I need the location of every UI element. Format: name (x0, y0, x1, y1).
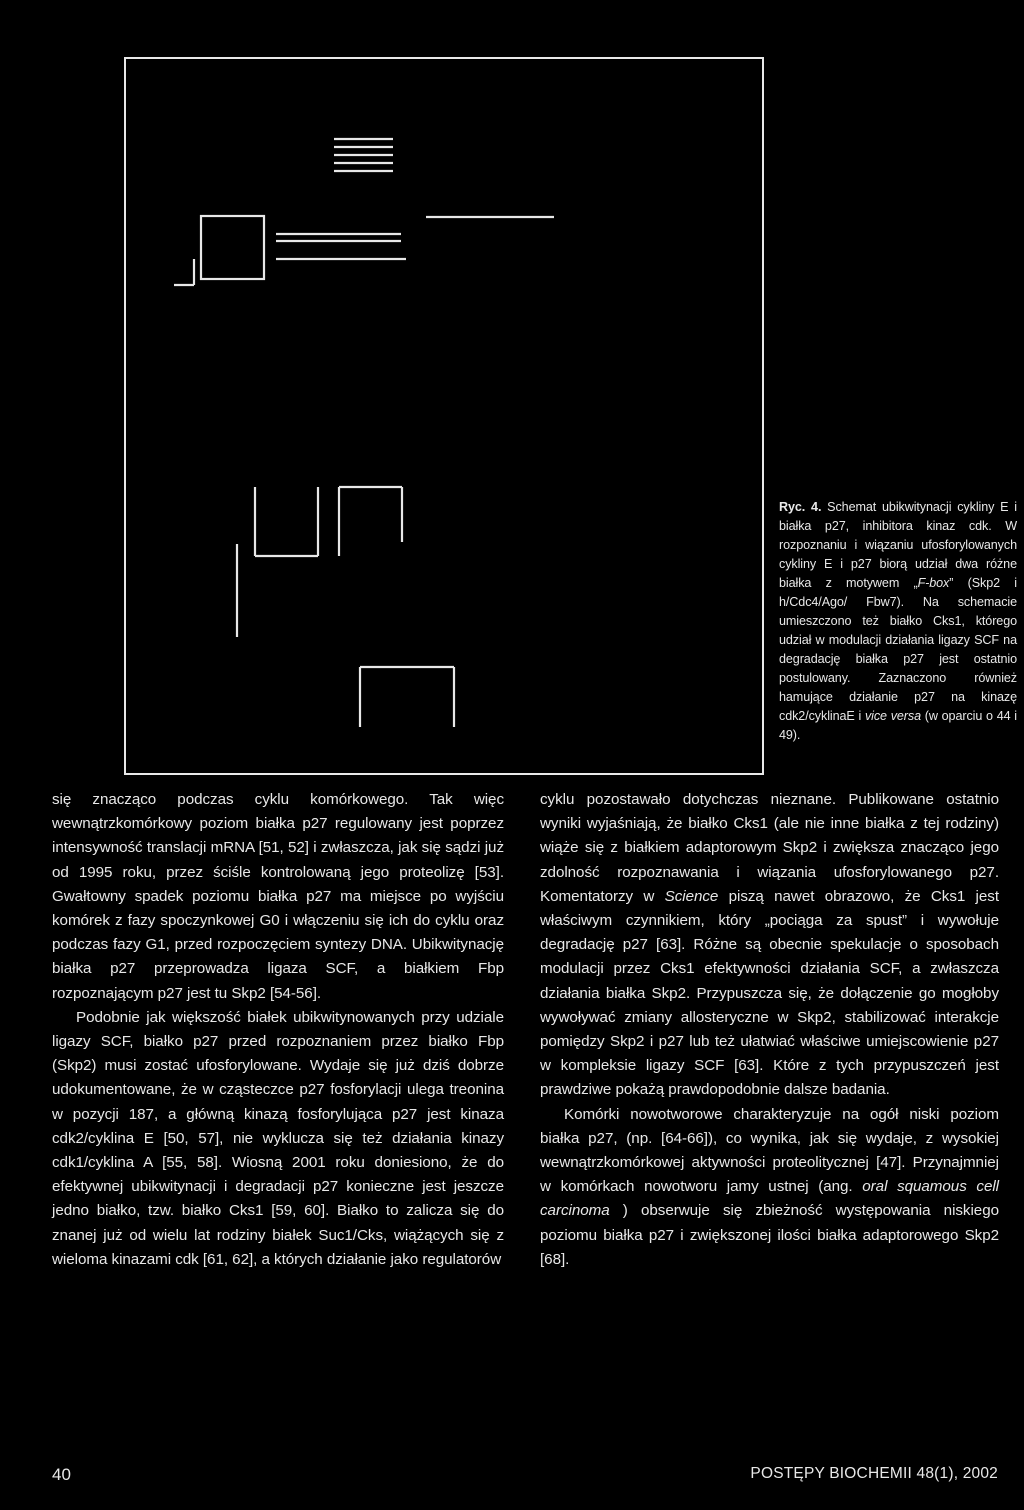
caption-text-2: ” (Skp2 i h/Cdc4/Ago/ Fbw7). Na schemacie umieszczono też białko Cks1, którego udział w modulacji działania ligazy SCF na degradację białka p27 jest ostatnio postulowany. Zaznaczono również hamujące działanie p27 na kinazę cdk2/cyklinaE i (779, 576, 1017, 723)
paragraph (540, 1103, 999, 1272)
caption-motif: F-box (917, 576, 950, 590)
paragraph-text: cyklu pozostawało dotychczas nieznane. Publikowane ostatnio wyniki wyjaśniają, że białko Cks1 (ale nie inne białka z tej rodziny) wiąże się z białkiem adaptorowym Skp2 i zwiększa znacząco jego zdolność rozpoznawania i wiązania ufosforylowanego p27. Komentatorzy w (540, 791, 999, 905)
caption-text-3: (w oparciu o 44 i 49). (779, 709, 1017, 742)
page-footer (0, 1465, 1024, 1495)
figure-schematic (126, 59, 766, 777)
figure-ryc-4 (124, 57, 764, 775)
paragraph (540, 788, 999, 1103)
right-column (540, 788, 999, 1272)
paragraph: Podobnie jak większość białek ubikwitynowanych przy udziale ligazy SCF, białko p27 przed rozpoznaniem przez białko Fbp (Skp2) musi zostać ufosforylowane. Wydaje się już dziś dobrze udokumentowane, że w cząsteczce p27 fosforylacji ulega treonina w pozycji 187, a główną kinazą fosforylująca p27 jest kinaza cdk2/cyklina E [50, 57], nie wyklucza się też działania kinazy cdk1/cyklina A [55, 58]. Wiosną 2001 roku doniesiono, że do efektywnej ubikwitynacji i degradacji p27 konieczne jest jeszcze jedno białko, tzw. białko Cks1 [59, 60]. Białko to zalicza się do znanej już od wielu lat rodziny białek Suc1/Cks, wiążących się z wieloma kinazami cdk [61, 62], a których działanie jako regulatorów (52, 1008, 504, 1268)
caption-text-1: Schemat ubikwitynacji cykliny E i białka p27, inhibitora kinaz cdk. W rozpoznaniu i wiązaniu ufosforylowanych cykliny E i p27 biorą udział dwa różne białka z motywem „ (779, 500, 1017, 590)
term-oscc: oral squamous cell carcinoma (540, 1178, 1000, 1220)
paragraph-text: Komórki nowotworowe charakteryzuje na ogół niski poziom białka p27, (np. [64-66]), co wynika, jak się wydaje, z wysokiej wewnątrzkomórkowej aktywności proteolitycznej [47]. Przynajmniej w komórkach nowotworu jamy ustnej (ang. (540, 1105, 999, 1196)
schematic-box (201, 216, 264, 279)
paragraph-text: piszą nawet obrazowo, że Cks1 jest właściwym czynnikiem, który „pociąga za spust” i wywołuje degradację p27 [63]. Różne są obecnie spekulacje o sposobach modulacji przez Cks1 efektywności działania SCF, a zwłaszcza działania białka Skp2. Przypuszcza się, że dołączenie go mogłoby wywoływać zmiany allosteryczne w Skp2, stabilizować interakcje pomiędzy Skp2 i p27 lub też ułatwiać właściwe umiejscowienie p27 w kompleksie ligazy SCF [63]. Które z tych przypuszczeń jest prawdziwe pokażą prawdopodobnie dalsze badania. (540, 887, 999, 1099)
journal-title: POSTĘPY BIOCHEMII 48(1), 2002 (750, 1465, 998, 1482)
figure-caption (779, 498, 1017, 745)
caption-vice-versa: vice versa (864, 709, 922, 723)
caption-label: Ryc. 4. (779, 500, 822, 514)
journal-name-science: Science (664, 887, 719, 905)
paragraph: się znacząco podczas cyklu komórkowego. Tak więc wewnątrzkomórkowy poziom białka p27 regulowany jest poprzez intensywność translacji mRNA [51, 52] i zwłaszcza, jak się sądzi już od 1995 roku, przez ściśle kontrolowaną jego proteolizę [53]. Gwałtowny spadek poziomu białka p27 ma miejsce po wyjściu komórek z fazy spoczynkowej G0 i włączeniu się ich do cyklu oraz podczas fazy G1, przed rozpoczęciem syntezy DNA. Ubikwitynację białka p27 przeprowadza ligaza SCF, a białkiem Fbp rozpoznającym p27 jest tu Skp2 [54-56]. (52, 791, 504, 1002)
left-column (52, 788, 504, 1272)
page-number: 40 (52, 1465, 71, 1484)
paragraph-text: ) obserwuje się zbieżność występowania niskiego poziomu białka p27 i zwiększonej ilości białka adaptorowego Skp2 [68]. (540, 1202, 999, 1268)
